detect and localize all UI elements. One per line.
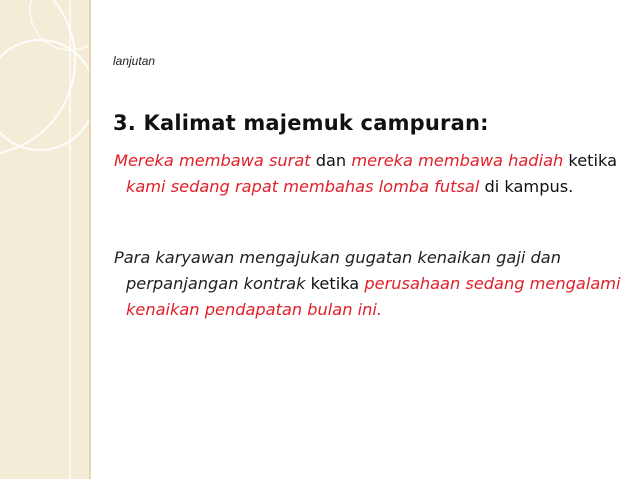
conjunction-ketika-2: ketika [305,274,365,293]
slide-subheading: lanjutan [113,54,156,68]
sidebar-circles-decoration [0,0,89,479]
conjunction-ketika: ketika [563,151,618,170]
clause-1: Mereka membawa surat [114,151,311,170]
decorative-sidebar [0,0,89,479]
main-clause: Para karyawan mengajukan gugatan kenaikan gaji dan perpanjangan kontrak [114,248,561,293]
slide-title: 3. Kalimat majemuk campuran: [113,111,489,135]
example-sentence-2 [114,245,636,323]
subordinate-clause: perusahaan sedang mengalami kenaikan pendapatan bulan ini. [126,274,621,319]
sidebar-divider [89,0,91,479]
clause-3: kami sedang rapat membahas lomba futsal [126,177,480,196]
conjunction-dan: dan [310,151,352,170]
example-sentence-1 [114,148,636,200]
clause-2: mereka membawa hadiah [351,151,564,170]
sentence-ending: di kampus. [479,177,574,196]
